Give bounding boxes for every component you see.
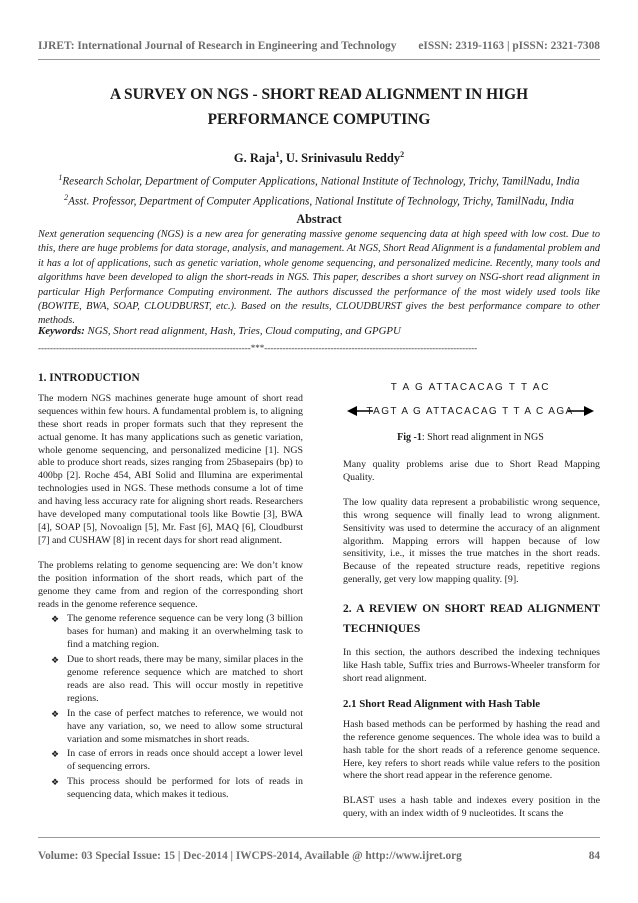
- diamond-bullet-icon: ❖: [51, 655, 60, 666]
- quality-paragraph: Many quality problems arise due to Short Read Mapping Quality.: [343, 459, 600, 483]
- right-column: [343, 459, 600, 833]
- keywords-text: NGS, Short read alignment, Hash, Tries, Cloud computing, and GPGPU: [84, 325, 401, 337]
- list-item: [38, 776, 303, 802]
- figure-caption-text: : Short read alignment in NGS: [421, 432, 544, 443]
- list-item-text: This process should be performed for lots of reads in sequencing data, which makes it tedious.: [67, 776, 303, 801]
- left-column: [38, 372, 303, 804]
- running-footer: [38, 850, 600, 862]
- figure-caption: [343, 432, 598, 443]
- running-header: [38, 40, 600, 52]
- list-item: [38, 748, 303, 774]
- keywords: [38, 325, 600, 337]
- intro-paragraph-1: The modern NGS machines generate huge amount of short read sequences within few hours. A fundamental problem is, to aligning these short reads in proper formats such that they represent the actual genome. It has many applications such as genetic variation, whole genome sequencing, and personalized medicine [1]. NGS able to produce short reads, sizes ranging from 25basepairs (bp) to 400bp [2]. Roche 454, ABI Solid and Illumina are experimental technologies used in NGS. These methods consume a lot of time and having less accuracy rate for aligning short reads. Researchers have developed many computational tools like Bowtie [3], BWA [4], SOAP [5], Novoalign [5], Mr. Fast [6], MAQ [6], Cloudburst [7] and CUSHAW [8] in recent days for short read alignment.: [38, 392, 303, 546]
- abstract-text: Next generation sequencing (NGS) is a new area for generating massive genome sequencing data at high speed with low cost. Due to this, there are huge problems for data storage, analysis, and management. At NGS, Short Read Alignment is a fundamental problem and it has a lot of applications, such as genetic variation, whole genome sequencing, and personalized medicine. Recently, many tools and algorithms have been developed to align the short-reads in NGS. This paper, describes a short survey on NSG-short read alignment in particular High Performance Computing environment. The authors discussed the performance of the most widely used tools like (BOWITE, BWA, SOAP, CLOUDBURST, etc.). Based on the results, CLOUDBURST gives the best performance compare to other methods.: [38, 229, 600, 327]
- list-item: [38, 613, 303, 652]
- aff1-text: Research Scholar, Department of Computer Applications, National Institute of Technology, Trichy, TamilNadu, India: [62, 175, 580, 188]
- diamond-bullet-icon: ❖: [51, 749, 60, 760]
- footer-rule: [38, 837, 600, 838]
- right-arrow-head-icon: [584, 406, 594, 416]
- intro-paragraph-2: The problems relating to genome sequencing are: We don’t know the position information of the short reads, which part of the genome they came from and region of the corresponding short reads in the genome reference sequence.: [38, 559, 303, 610]
- author-1-sup: 1: [275, 150, 280, 159]
- problem-list: [38, 613, 303, 802]
- author-1: G. Raja: [233, 151, 276, 166]
- left-arrow-head-icon: [347, 406, 357, 416]
- aff2-sup: 2: [64, 192, 69, 202]
- aff1-sup: 1: [58, 173, 63, 182]
- affiliation-1: [22, 170, 616, 190]
- list-item-text: Due to short reads, there may be many, similar places in the genome reference sequence which are matched to short reads are also read. This will occur mostly in repetitive regions.: [67, 654, 304, 704]
- authors: [0, 150, 638, 166]
- low-quality-paragraph: The low quality data represent a probabilistic wrong sequence, this wrong sequence will finally lead to wrong alignment. Sensitivity was used to determine the accuracy of an alignment algorithm. Mapping errors will happen because of low sensitivity, i.e., it misses the true matches in the short reads. Because of the repeated structure reads, repetitive regions generally, get very low mapping quality. [9].: [343, 496, 600, 586]
- hash-paragraph-2: BLAST uses a hash table and indexes every position in the query, with an index width of 9 nucleotides. It scans the: [343, 795, 600, 820]
- header-rule: [38, 59, 600, 60]
- list-item-text: In the case of perfect matches to reference, we would not have any variation, so, we need to allow some structural variation and some mismatches in short reads.: [67, 707, 303, 745]
- figure-label: Fig -1: [397, 432, 422, 443]
- genome-sequence: TAGT A G ATTACACAG T T A C AGA: [366, 406, 574, 417]
- abstract-heading: Abstract: [296, 212, 342, 226]
- author-2: , U. Srinivasulu Reddy: [279, 151, 401, 166]
- diamond-bullet-icon: ❖: [51, 708, 60, 719]
- author-2-sup: 2: [400, 150, 405, 159]
- short-read-sequence: T A G ATTACACAG T T AC: [390, 382, 551, 393]
- list-item: [38, 708, 303, 747]
- keywords-label: Keywords:: [38, 325, 85, 337]
- diamond-bullet-icon: ❖: [51, 777, 60, 788]
- section-2-1-heading: 2.1 Short Read Alignment with Hash Table: [343, 697, 541, 710]
- hash-paragraph-1: Hash based methods can be performed by hashing the read and the reference genome sequences. The whole idea was to build a hash table for the short reads of a reference genome sequence. Here, key refers to short reads while value refers to the position where the short read appear in the reference genome.: [343, 718, 600, 782]
- aff2-text: Asst. Professor, Department of Computer Applications, National Institute of Technology, Trichy, TamilNadu, India: [68, 195, 574, 208]
- affiliations: [22, 170, 616, 209]
- section-2-paragraph: In this section, the authors described the indexing techniques like Hash table, Suffix tries and Burrows-Wheeler transform for short read alignment.: [343, 647, 600, 684]
- title-line-2: PERFORMANCE COMPUTING: [207, 111, 431, 128]
- journal-name: IJRET: International Journal of Research in Engineering and Technology: [38, 40, 397, 52]
- paper-title: [30, 82, 608, 132]
- section-1-heading: 1. INTRODUCTION: [38, 372, 140, 384]
- title-line-1: A SURVEY ON NGS - SHORT READ ALIGNMENT IN HIGH: [109, 86, 529, 103]
- footer-volume: Volume: 03 Special Issue: 15 | Dec-2014 | IWCPS-2014, Available @ http://www.ijret.org: [38, 850, 462, 862]
- list-item-text: In case of errors in reads once should accept a lower level of sequencing errors.: [67, 748, 303, 773]
- issn: eISSN: 2319-1163 | pISSN: 2321-7308: [418, 40, 600, 52]
- affiliation-2: [22, 190, 616, 210]
- list-item: [38, 654, 303, 706]
- section-2-heading: 2. A REVIEW ON SHORT READ ALIGNMENT TECHNIQUES: [343, 602, 600, 636]
- section-separator: -----------------------------------------------------------------------***-----------------------------------------------------------------------: [38, 343, 478, 353]
- diamond-bullet-icon: ❖: [51, 614, 60, 625]
- list-item-text: The genome reference sequence can be very long (3 billion bases for human) and making it an overwhelming task to find a matching region.: [67, 613, 303, 651]
- page-number: 84: [588, 850, 600, 862]
